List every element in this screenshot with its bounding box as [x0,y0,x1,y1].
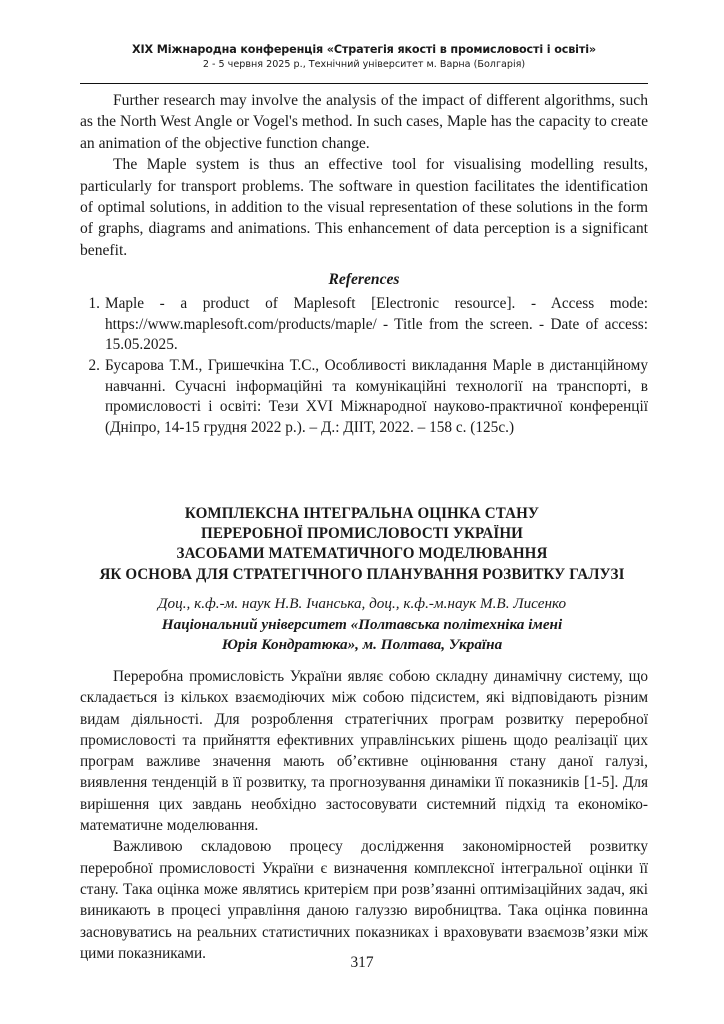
reference-number: 1. [88,295,100,313]
article-heading-block [40,504,684,656]
page-title [40,504,684,585]
article-body [80,666,648,964]
paragraph: Важливою складовою процесу дослідження закономірностей розвитку переробної промисловості України є визначення комплексної інтегральної оцінки її стану. Така оцінка може являтись критерієм при розв’язанні оптимізаційних задач, які виникають в процесі управління даною галуззю виробництва. Така оцінка повинна засновуватись на реальних статистичних показниках і враховувати взаємозв’язки між цими показниками. [80,838,648,962]
header-divider [80,83,648,84]
list-item [80,356,648,438]
reference-text: Maple - a product of Maplesoft [Electronic resource]. - Access mode: https://www.maplesoft.com/products/maple/ - Title from the screen. - Date of access: 15.05.2025. [105,295,648,354]
running-head-details: 2 - 5 червня 2025 р., Технічний університет м. Варна (Болгарія) [202,59,526,70]
reference-text: Бусарова Т.М., Гришечкіна Т.С., Особливості викладання Maple в дистанційному навчанні. Сучасні інформаційні та комунікаційні технології на транспорті, в промисловості і освіті: Тези XVI Міжнародної науково-практичної конференції (Дніпро, 14-15 грудня 2022 р.). – Д.: ДІІТ, 2022. – 158 с. (125с.) [105,357,648,436]
english-section [80,90,648,438]
running-head-conference: XIX Міжнародна конференція «Стратегія якості в промисловості і освіті» [132,43,596,56]
paragraph: The Maple system is thus an effective tool for visualising modelling results, particularly for transport problems. The software in question facilitates the identification of optimal solutions, in addition to the visual representation of these solutions in the form of graphs, diagrams and animations. This enhancement of data perception is a significant benefit. [80,156,648,259]
running-head [80,42,648,72]
title-line: ЗАСОБАМИ МАТЕМАТИЧНОГО МОДЕЛЮВАННЯ [176,545,548,563]
paragraph: Further research may involve the analysis of the impact of different algorithms, such as the North West Angle or Vogel's method. In such cases, Maple has the capacity to create an animation of the objective function change. [80,92,648,152]
paragraph: Переробна промисловість України являє собою складну динамічну систему, що складається із кількох взаємодіючих між собою підсистем, які відповідають різним видам діяльності. Для розроблення стратегічних програм розвитку переробної промисловості та прийняття ефективних управлінських рішень щодо реалізації цих програм важливе значення мають об’єктивне оцінювання стану даної галузі, виявлення тенденцій в її розвитку, та прогнозування динаміки її показників [1-5]. Для вирішення цих завдань необхідно застосовувати системний підхід та економіко-математичне моделювання. [80,668,648,835]
reference-number: 2. [88,357,100,375]
reference-list [80,294,648,438]
list-item [80,294,648,356]
affiliation-line: Юрія Кондратюка», м. Полтава, Україна [221,636,503,654]
title-line: ПЕРЕРОБНОЇ ПРОМИСЛОВОСТІ УКРАЇНИ [201,525,523,543]
page-number: 317 [350,954,374,971]
article-affiliation [40,615,684,656]
affiliation-line: Національний університет «Полтавська політехніка імені [161,615,563,633]
article-authors: Доц., к.ф.-м. наук Н.В. Ічанська, доц., к.ф.-м.наук М.В. Лисенко [157,594,567,612]
title-line: ЯК ОСНОВА ДЛЯ СТРАТЕГІЧНОГО ПЛАНУВАННЯ РОЗВИТКУ ГАЛУЗІ [99,565,625,583]
references-heading: References [328,271,400,289]
title-line: КОМПЛЕКСНА ІНТЕГРАЛЬНА ОЦІНКА СТАНУ [184,505,540,522]
